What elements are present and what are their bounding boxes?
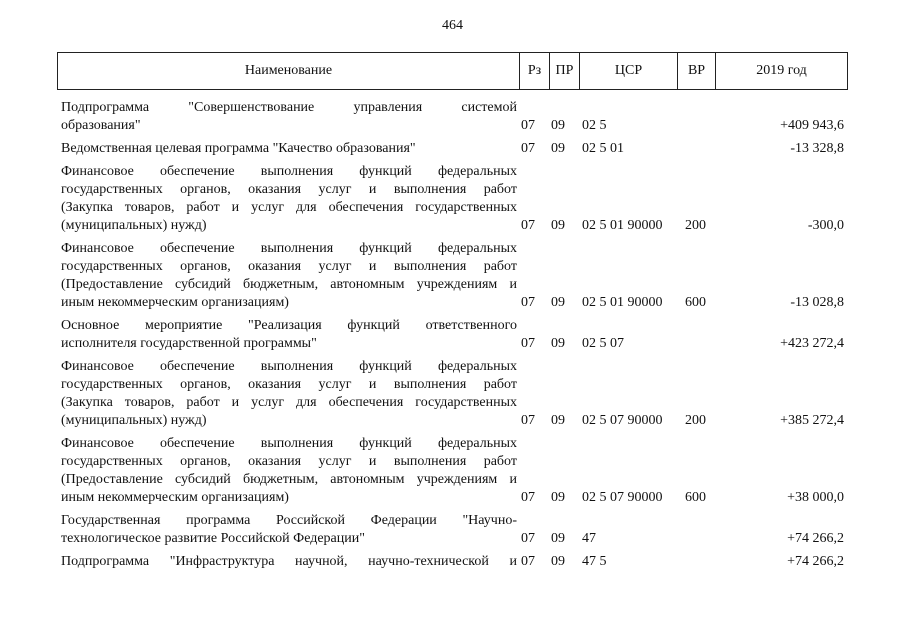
row-sum: -13 328,8 (790, 141, 844, 156)
page-number: 464 (442, 18, 463, 33)
row-csr: 02 5 01 90000 (582, 295, 663, 310)
row-name-line: исполнителя государственной программы" (61, 336, 317, 351)
row-sum: +74 266,2 (787, 554, 844, 569)
table-row (0, 140, 905, 158)
row-rz: 07 (521, 554, 535, 569)
row-csr: 02 5 07 90000 (582, 490, 663, 505)
row-name-line: (Закупка товаров, работ и услуг для обеспечения государственных (61, 395, 517, 410)
row-name (61, 358, 517, 430)
row-name-line: (муниципальных) нужд) (61, 413, 207, 428)
row-rz: 07 (521, 413, 535, 428)
row-name-line: Финансовое обеспечение выполнения функций федеральных (61, 164, 517, 179)
row-sum: +385 272,4 (780, 413, 844, 428)
row-name-line: государственных органов, оказания услуг и выполнения работ (61, 454, 517, 469)
table-row (0, 358, 905, 430)
table-row (0, 435, 905, 507)
header-name: Наименование (58, 53, 520, 90)
row-sum: +74 266,2 (787, 531, 844, 546)
row-name (61, 140, 517, 158)
table-row (0, 553, 905, 571)
row-name-line: государственных органов, оказания услуг и выполнения работ (61, 377, 517, 392)
row-sum: +409 943,6 (780, 118, 844, 133)
row-csr: 02 5 01 90000 (582, 218, 663, 233)
row-rz: 07 (521, 336, 535, 351)
row-rz: 07 (521, 490, 535, 505)
row-sum: +423 272,4 (780, 336, 844, 351)
row-rz: 07 (521, 141, 535, 156)
row-name-line: (муниципальных) нужд) (61, 218, 207, 233)
row-name-line: Финансовое обеспечение выполнения функций федеральных (61, 436, 517, 451)
row-csr: 02 5 07 90000 (582, 413, 663, 428)
row-sum: -13 028,8 (790, 295, 844, 310)
header-year: 2019 год (716, 53, 848, 90)
row-pr: 09 (551, 118, 565, 133)
row-csr: 02 5 01 (582, 141, 624, 156)
row-rz: 07 (521, 295, 535, 310)
row-csr: 47 (582, 531, 596, 546)
table-row (0, 512, 905, 548)
row-vr: 200 (685, 218, 706, 233)
row-name-line: технологическое развитие Российской Федерации" (61, 531, 365, 546)
row-csr: 02 5 (582, 118, 607, 133)
row-name (61, 317, 517, 353)
row-pr: 09 (551, 490, 565, 505)
row-name-line: Государственная программа Российской Федерации "Научно- (61, 513, 517, 528)
table-header (57, 52, 848, 90)
row-sum: -300,0 (807, 218, 844, 233)
row-name-line: государственных органов, оказания услуг и выполнения работ (61, 182, 517, 197)
row-pr: 09 (551, 141, 565, 156)
row-name-line: (Предоставление субсидий бюджетным, автономным учреждениям и (61, 472, 517, 487)
row-rz: 07 (521, 218, 535, 233)
row-pr: 09 (551, 336, 565, 351)
row-pr: 09 (551, 413, 565, 428)
header-pr: ПР (550, 53, 580, 90)
row-pr: 09 (551, 554, 565, 569)
header-csr: ЦСР (580, 53, 678, 90)
row-name-line: (Закупка товаров, работ и услуг для обеспечения государственных (61, 200, 517, 215)
row-vr: 600 (685, 295, 706, 310)
row-name-line: Подпрограмма "Инфраструктура научной, научно-технической и (61, 554, 517, 569)
header-vr: ВР (678, 53, 716, 90)
table-row (0, 163, 905, 235)
row-name-line: иным некоммерческим организациям) (61, 295, 289, 310)
row-csr: 02 5 07 (582, 336, 624, 351)
table-row (0, 317, 905, 353)
header-rz: Рз (520, 53, 550, 90)
row-pr: 09 (551, 218, 565, 233)
row-name-line: Финансовое обеспечение выполнения функций федеральных (61, 241, 517, 256)
row-name (61, 240, 517, 312)
row-pr: 09 (551, 531, 565, 546)
table-row (0, 240, 905, 312)
row-name-line: государственных органов, оказания услуг и выполнения работ (61, 259, 517, 274)
row-name (61, 512, 517, 548)
row-name-line: иным некоммерческим организациям) (61, 490, 289, 505)
row-name (61, 435, 517, 507)
row-csr: 47 5 (582, 554, 607, 569)
row-name-line: Основное мероприятие "Реализация функций ответственного (61, 318, 517, 333)
row-rz: 07 (521, 531, 535, 546)
table-row (0, 99, 905, 135)
row-name-line: Ведомственная целевая программа "Качество образования" (61, 141, 416, 156)
row-rz: 07 (521, 118, 535, 133)
row-name-line: Подпрограмма "Совершенствование управления системой (61, 100, 517, 115)
row-vr: 200 (685, 413, 706, 428)
row-sum: +38 000,0 (787, 490, 844, 505)
row-name-line: образования" (61, 118, 141, 133)
row-name-line: Финансовое обеспечение выполнения функций федеральных (61, 359, 517, 374)
row-name (61, 553, 517, 571)
row-pr: 09 (551, 295, 565, 310)
row-vr: 600 (685, 490, 706, 505)
row-name (61, 99, 517, 135)
row-name (61, 163, 517, 235)
row-name-line: (Предоставление субсидий бюджетным, автономным учреждениям и (61, 277, 517, 292)
